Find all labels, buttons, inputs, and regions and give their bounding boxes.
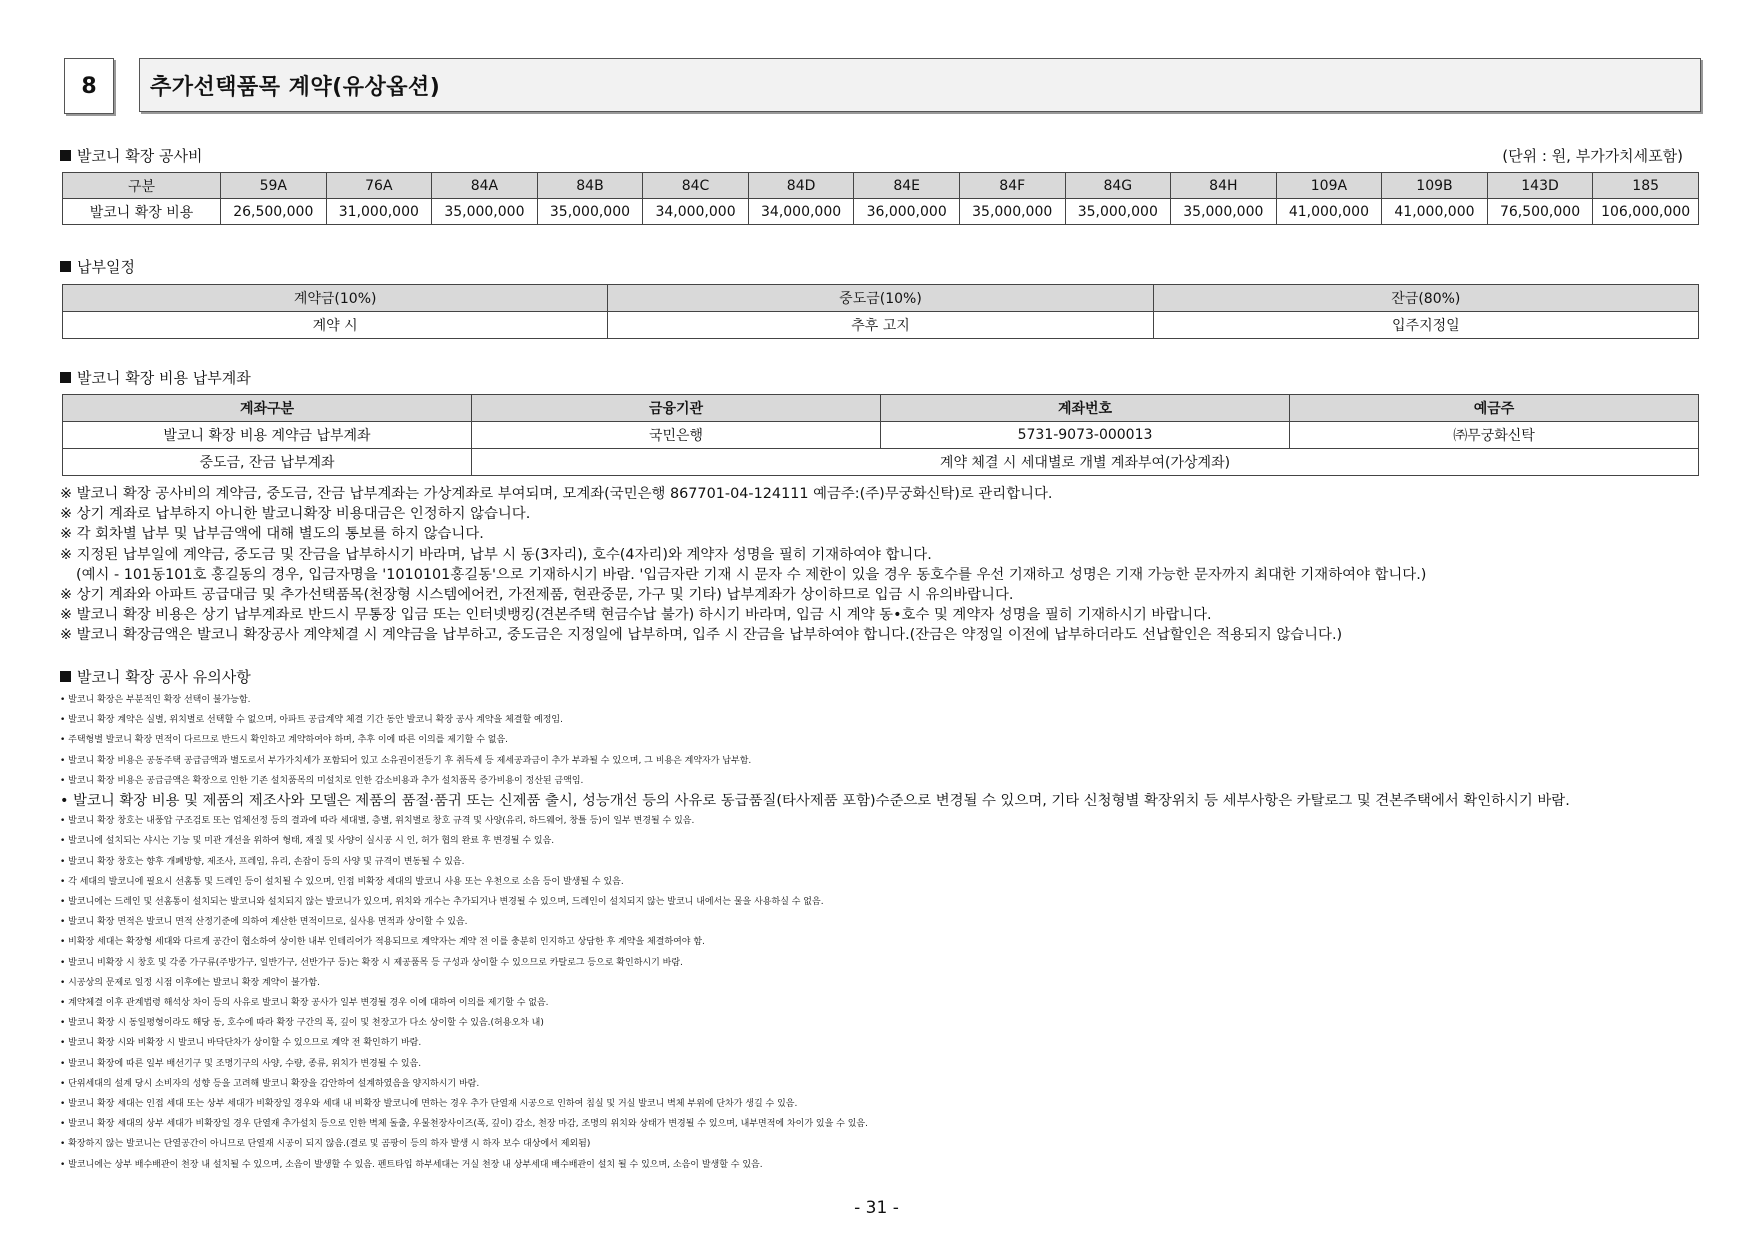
schedule-cell: 입주지정일 bbox=[1153, 312, 1698, 339]
schedule-header-row bbox=[63, 285, 1699, 312]
list-item: • 발코니 확장 비용 및 제품의 제조사와 모델은 제품의 품절·품귀 또는 신제품 출시, 성능개선 등의 사유로 동급품질(타사제품 포함)수준으로 변경될 수 있으며, 기타 신청형별 확장위치 등 세부사항은 카탈로그 및 견본주택에서 확인하시기 바람. bbox=[60, 793, 1570, 810]
schedule-cell: 추후 고지 bbox=[608, 312, 1153, 339]
cost-cell: 36,000,000 bbox=[854, 199, 960, 225]
list-item: • 발코니 확장은 부분적인 확장 선택이 불가능함. bbox=[60, 695, 251, 705]
account-col-header: 금융기관 bbox=[472, 395, 881, 422]
list-item: • 발코니에는 상부 배수배관이 천장 내 설치될 수 있으며, 소음이 발생할 수 있음. 펜트타입 하부세대는 거실 천장 내 상부세대 배수배관이 설치 될 수 있으며, 소음이 발생할 수 있음. bbox=[60, 1159, 763, 1170]
note-line: ※ 상기 계좌로 납부하지 아니한 발코니확장 비용대금은 인정하지 않습니다. bbox=[60, 506, 531, 523]
cost-col-header: 109B bbox=[1382, 173, 1488, 199]
account-row bbox=[63, 422, 1699, 449]
list-item: • 발코니 확장 시 동일평형이라도 해당 동, 호수에 따라 확장 구간의 폭, 깊이 및 천장고가 다소 상이할 수 있음.(허용오차 내) bbox=[60, 1018, 544, 1029]
account-row bbox=[63, 449, 1699, 476]
list-item: • 발코니 확장 창호는 내풍압 구조검토 또는 업체선정 등의 결과에 따라 세대별, 층별, 위치별로 창호 규격 및 사양(유리, 하드웨어, 창틀 등)이 일부 변경될 수 있음. bbox=[60, 816, 695, 827]
payment-notes bbox=[60, 484, 1700, 646]
square-bullet-icon bbox=[60, 671, 71, 682]
cost-cell: 41,000,000 bbox=[1276, 199, 1382, 225]
cost-cell: 35,000,000 bbox=[959, 199, 1065, 225]
list-item: • 발코니 확장 계약은 실별, 위치별로 선택할 수 없으며, 아파트 공급계약 체결 기간 동안 발코니 확장 공사 계약을 체결할 예정임. bbox=[60, 715, 563, 726]
cost-cell: 발코니 확장 비용 bbox=[63, 199, 221, 225]
list-item: • 발코니 확장 비용은 공동주택 공급금액과 별도로서 부가가치세가 포함되어 있고 소유권이전등기 후 취득세 등 제세공과금이 추가 부과될 수 있으며, 그 비용은 계약자가 납부함. bbox=[60, 755, 752, 766]
account-table bbox=[62, 394, 1699, 476]
note-line: ※ 발코니 확장 비용은 상기 납부계좌로 반드시 무통장 입금 또는 인터넷뱅킹(견본주택 현금수납 불가) 하시기 바라며, 입금 시 계약 동•호수 및 계약자 성명을 필히 기재하시기 바랍니다. bbox=[60, 607, 1212, 624]
note-line: ※ 상기 계좌와 아파트 공급대금 및 추가선택품목(천장형 시스템에어컨, 가전제품, 현관중문, 가구 및 기타) 납부계좌가 상이하므로 입금 시 유의바랍니다. bbox=[60, 587, 1014, 604]
list-item: • 발코니 확장 시와 비확장 시 발코니 바닥단차가 상이할 수 있으므로 계약 전 확인하기 바람. bbox=[60, 1038, 422, 1049]
list-item: • 발코니 확장 면적은 발코니 면적 산정기준에 의하여 계산한 면적이므로, 실사용 면적과 상이할 수 있음. bbox=[60, 917, 468, 928]
square-bullet-icon bbox=[60, 150, 71, 161]
cost-col-header: 59A bbox=[221, 173, 327, 199]
schedule-col-header: 중도금(10%) bbox=[608, 285, 1153, 312]
list-item: • 단위세대의 설계 당시 소비자의 성향 등을 고려해 발코니 확장을 감안하여 설계하였음을 양지하시기 바람. bbox=[60, 1078, 480, 1089]
list-item: • 발코니에는 드레인 및 선홈통이 설치되는 발코니와 설치되지 않는 발코니가 있으며, 위치와 개수는 추가되거나 변경될 수 있으며, 드레인이 설치되지 않는 발코니 내에서는 물을 사용하실 수 없음. bbox=[60, 897, 824, 908]
square-bullet-icon bbox=[60, 261, 71, 272]
precautions-list bbox=[60, 690, 1710, 1175]
schedule-col-header: 계약금(10%) bbox=[63, 285, 608, 312]
cost-col-header: 84B bbox=[537, 173, 643, 199]
list-item: • 비확장 세대는 확장형 세대와 다르게 공간이 협소하여 상이한 내부 인테리어가 적용되므로 계약자는 계약 전 이를 충분히 인지하고 상담한 후 계약을 체결하여야 함. bbox=[60, 937, 705, 948]
list-item: • 발코니 확장 비용은 공급금액은 확장으로 인한 기존 설치품목의 미설치로 인한 감소비용과 추가 설치품목 증가비용이 정산된 금액임. bbox=[60, 775, 584, 786]
cost-col-header: 84A bbox=[432, 173, 538, 199]
cost-cell: 41,000,000 bbox=[1382, 199, 1488, 225]
page-number: - 31 - bbox=[854, 1198, 899, 1218]
list-item: • 시공상의 문제로 일정 시점 이후에는 발코니 확장 계약이 불가함. bbox=[60, 977, 320, 988]
list-item: • 발코니 비확장 시 창호 및 각종 가구류(주방가구, 일반가구, 선반가구 등)는 확장 시 제공품목 등 구성과 상이할 수 있으므로 카탈로그 등으로 확인하시기 바람. bbox=[60, 957, 683, 968]
account-cell: ㈜무궁화신탁 bbox=[1290, 422, 1699, 449]
cost-table bbox=[62, 172, 1699, 225]
cost-col-header: 구분 bbox=[63, 173, 221, 199]
cost-unit: (단위 : 원, 부가가치세포함) bbox=[1502, 147, 1683, 165]
cost-col-header: 84H bbox=[1171, 173, 1277, 199]
cost-col-header: 84F bbox=[959, 173, 1065, 199]
note-line: ※ 지정된 납부일에 계약금, 중도금 및 잔금을 납부하시기 바라며, 납부 시 동(3자리), 호수(4자리)와 계약자 성명을 필히 기재하여야 합니다. bbox=[60, 546, 932, 563]
cost-col-header: 84E bbox=[854, 173, 960, 199]
cost-value-row bbox=[63, 199, 1699, 225]
schedule-col-header: 잔금(80%) bbox=[1153, 285, 1698, 312]
note-line: (예시 - 101동101호 홍길동의 경우, 입금자명을 '1010101홍길동'으로 기재하시기 바람. '입금자란 기재 시 문자 수 제한이 있을 경우 동호수를 우선 기재하고 성명은 기재 가능한 문자까지 최대한 기재하여야 합니다.) bbox=[76, 566, 1427, 583]
cost-heading: 발코니 확장 공사비 bbox=[60, 145, 202, 166]
account-heading: 발코니 확장 비용 납부계좌 bbox=[60, 367, 251, 388]
account-cell: 발코니 확장 비용 계약금 납부계좌 bbox=[63, 422, 472, 449]
cost-cell: 35,000,000 bbox=[1065, 199, 1171, 225]
list-item: • 계약체결 이후 관계법령 해석상 차이 등의 사유로 발코니 확장 공사가 일부 변경될 경우 이에 대하여 이의를 제기할 수 없음. bbox=[60, 998, 549, 1009]
section-title: 추가선택품목 계약(유상옵션) bbox=[139, 58, 1701, 112]
account-header-row bbox=[63, 395, 1699, 422]
cost-cell: 106,000,000 bbox=[1593, 199, 1699, 225]
list-item: • 발코니 확장 세대는 인접 세대 또는 상부 세대가 비확장일 경우와 세대 내 비확장 발코니에 면하는 경우 추가 단열재 시공으로 인하여 침실 및 거실 발코니 벽체 부위에 단차가 생길 수 있음. bbox=[60, 1099, 798, 1110]
cost-header-row bbox=[63, 173, 1699, 199]
cost-col-header: 143D bbox=[1487, 173, 1593, 199]
cost-cell: 34,000,000 bbox=[643, 199, 749, 225]
account-col-header: 예금주 bbox=[1290, 395, 1699, 422]
cost-cell: 35,000,000 bbox=[537, 199, 643, 225]
precautions-heading: 발코니 확장 공사 유의사항 bbox=[60, 666, 251, 687]
square-bullet-icon bbox=[60, 372, 71, 383]
cost-cell: 76,500,000 bbox=[1487, 199, 1593, 225]
cost-col-header: 84C bbox=[643, 173, 749, 199]
cost-cell: 35,000,000 bbox=[432, 199, 538, 225]
cost-col-header: 76A bbox=[326, 173, 432, 199]
schedule-heading: 납부일정 bbox=[60, 256, 135, 277]
account-col-header: 계좌구분 bbox=[63, 395, 472, 422]
list-item: • 발코니 확장에 따른 일부 배선기구 및 조명기구의 사양, 수량, 종류, 위치가 변경될 수 있음. bbox=[60, 1058, 422, 1069]
list-item: • 각 세대의 발코니에 필요시 선홈통 및 드레인 등이 설치될 수 있으며, 인접 비확장 세대의 발코니 사용 또는 우천으로 소음 등이 발생될 수 있음. bbox=[60, 876, 624, 887]
schedule-table bbox=[62, 284, 1699, 339]
cost-cell: 31,000,000 bbox=[326, 199, 432, 225]
cost-col-header: 185 bbox=[1593, 173, 1699, 199]
section-number: 8 bbox=[64, 58, 114, 114]
account-cell: 중도금, 잔금 납부계좌 bbox=[63, 449, 472, 476]
list-item: • 발코니 확장 세대의 상부 세대가 비확장일 경우 단열재 추가설치 등으로 인한 벽체 돌출, 우물천장사이즈(폭, 깊이) 감소, 천장 마감, 조명의 위치와 상태가 변경될 수 있으며, 내부면적에 차이가 있을 수 있음. bbox=[60, 1119, 868, 1130]
list-item: • 주택형별 발코니 확장 면적이 다르므로 반드시 확인하고 계약하여야 하며, 추후 이에 따른 이의를 제기할 수 없음. bbox=[60, 735, 509, 746]
cost-cell: 26,500,000 bbox=[221, 199, 327, 225]
list-item: • 확장하지 않는 발코니는 단열공간이 아니므로 단열재 시공이 되지 않음.(결로 및 곰팡이 등의 하자 발생 시 하자 보수 대상에서 제외됨) bbox=[60, 1139, 591, 1150]
cost-cell: 34,000,000 bbox=[748, 199, 854, 225]
account-cell: 계약 체결 시 세대별로 개별 계좌부여(가상계좌) bbox=[472, 449, 1699, 476]
account-cell: 5731-9073-000013 bbox=[881, 422, 1290, 449]
cost-col-header: 84G bbox=[1065, 173, 1171, 199]
list-item: • 발코니에 설치되는 샤시는 기능 및 미관 개선을 위하여 형태, 재질 및 사양이 실시공 시 인, 허가 협의 완료 후 변경될 수 있음. bbox=[60, 836, 555, 847]
note-line: ※ 각 회차별 납부 및 납부금액에 대해 별도의 통보를 하지 않습니다. bbox=[60, 526, 484, 543]
list-item: • 발코니 확장 창호는 향후 개폐방향, 제조사, 프레임, 유리, 손잡이 등의 사양 및 규격이 변동될 수 있음. bbox=[60, 856, 465, 867]
note-line: ※ 발코니 확장 공사비의 계약금, 중도금, 잔금 납부계좌는 가상계좌로 부여되며, 모계좌(국민은행 867701-04-124111 예금주:(주)무궁화신탁)로 관리합니다. bbox=[60, 486, 1053, 502]
account-cell: 국민은행 bbox=[472, 422, 881, 449]
cost-cell: 35,000,000 bbox=[1171, 199, 1277, 225]
note-line: ※ 발코니 확장금액은 발코니 확장공사 계약체결 시 계약금을 납부하고, 중도금은 지정일에 납부하며, 입주 시 잔금을 납부하여야 합니다.(잔금은 약정일 이전에 납부하더라도 선납할인은 적용되지 않습니다.) bbox=[60, 627, 1343, 644]
cost-col-header: 84D bbox=[748, 173, 854, 199]
schedule-value-row bbox=[63, 312, 1699, 339]
account-col-header: 계좌번호 bbox=[881, 395, 1290, 422]
schedule-cell: 계약 시 bbox=[63, 312, 608, 339]
cost-col-header: 109A bbox=[1276, 173, 1382, 199]
